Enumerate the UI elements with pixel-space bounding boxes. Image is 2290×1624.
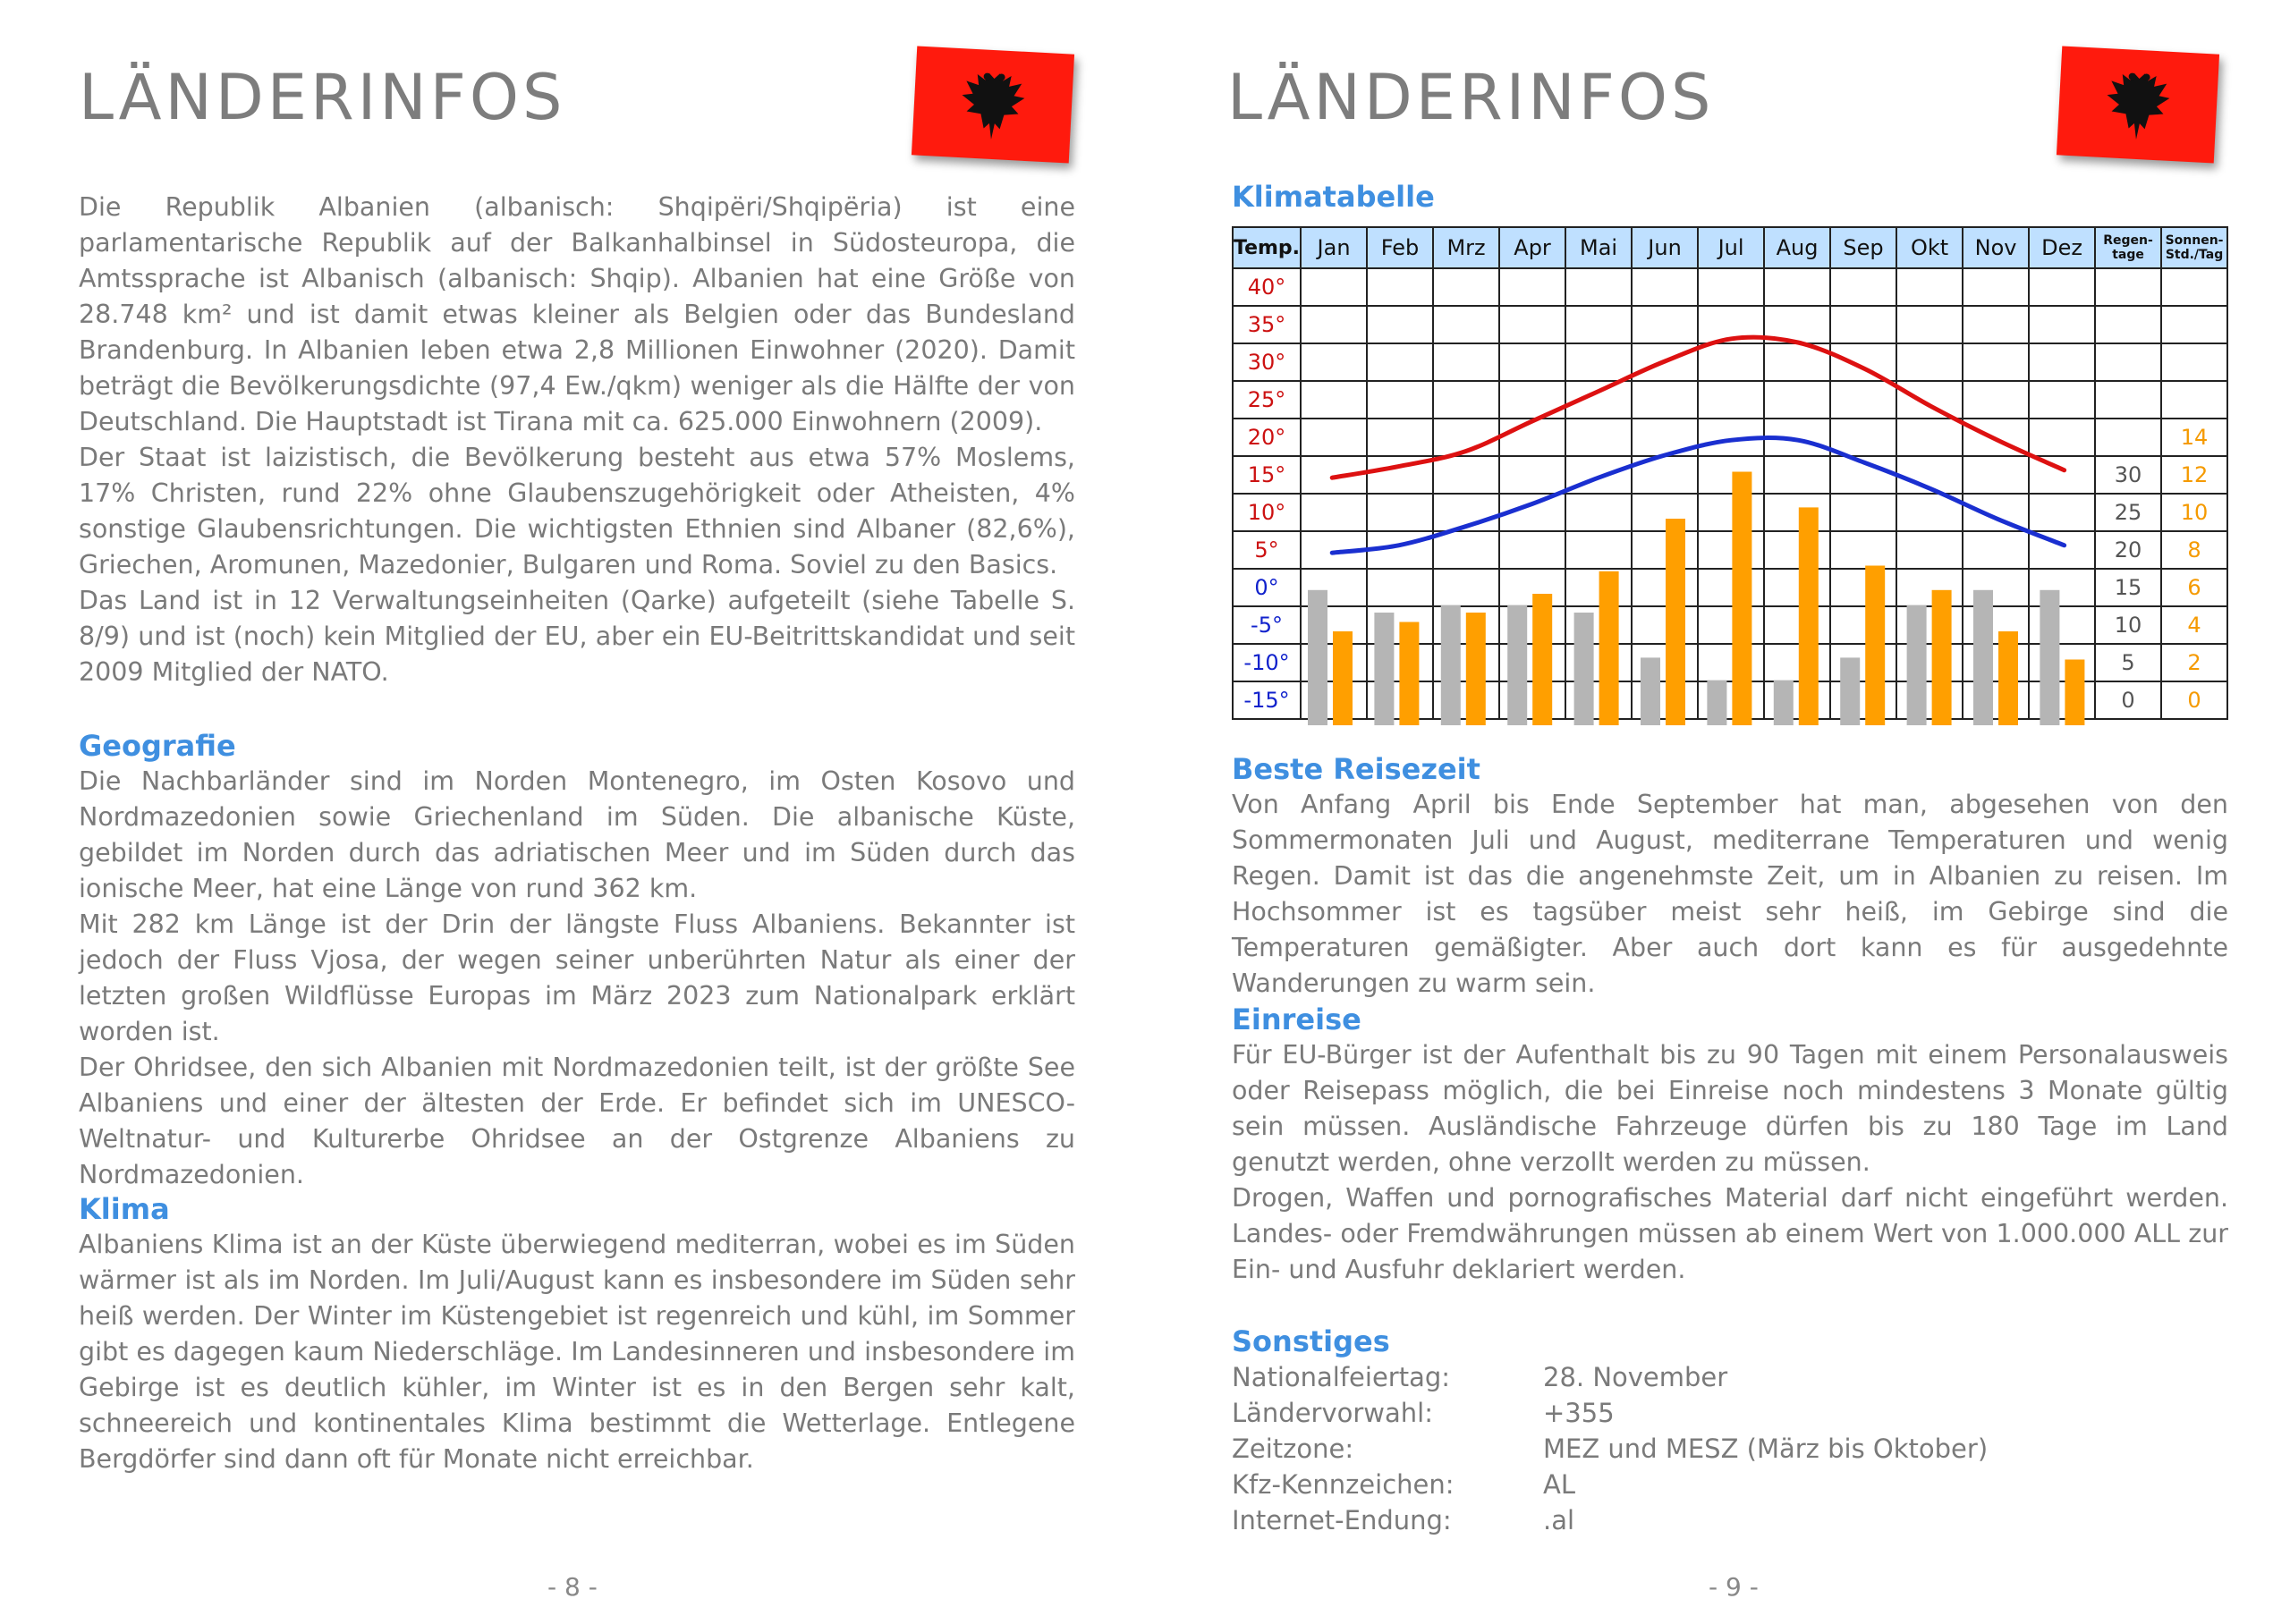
table-cell: [1698, 681, 1764, 719]
table-cell: [1499, 343, 1565, 381]
table-row: [1233, 644, 2227, 681]
table-cell: [2029, 419, 2095, 456]
table-cell: [1499, 419, 1565, 456]
table-cell: [1698, 343, 1764, 381]
table-cell: [1698, 419, 1764, 456]
table-cell: [1963, 306, 2029, 343]
table-cell: [1764, 381, 1830, 419]
temp-label: 20°: [1233, 419, 1301, 456]
info-label-nationalfeiertag: Nationalfeiertag:: [1232, 1362, 1451, 1392]
table-cell: [1896, 606, 1963, 644]
rain-days-label: 25: [2095, 494, 2161, 531]
table-row: [1233, 419, 2227, 456]
double-headed-eagle-icon: [2101, 64, 2175, 145]
table-cell: [1632, 606, 1698, 644]
table-cell: [1896, 268, 1963, 306]
info-value-internet: .al: [1543, 1505, 1575, 1535]
table-row: [1233, 681, 2227, 719]
temp-label: 5°: [1233, 531, 1301, 569]
month-header: Jun: [1632, 227, 1698, 268]
table-cell: [1963, 569, 2029, 606]
month-header: Mai: [1565, 227, 1632, 268]
table-cell: [1830, 569, 1896, 606]
table-cell: [1764, 531, 1830, 569]
table-cell: [1830, 268, 1896, 306]
table-cell: [1499, 268, 1565, 306]
table-cell: [1499, 494, 1565, 531]
table-cell: [1764, 494, 1830, 531]
info-label-kfz: Kfz-Kennzeichen:: [1232, 1469, 1455, 1500]
table-cell: [1698, 644, 1764, 681]
table-cell: [1963, 494, 2029, 531]
table-cell: [1896, 681, 1963, 719]
table-cell: [1499, 569, 1565, 606]
table-cell: [1565, 306, 1632, 343]
double-headed-eagle-icon: [956, 64, 1030, 145]
table-cell: [1698, 531, 1764, 569]
rain-days-label: 20: [2095, 531, 2161, 569]
table-cell: [1499, 681, 1565, 719]
table-cell: [1830, 419, 1896, 456]
table-cell: [2029, 268, 2095, 306]
sun-hours-label: 10: [2161, 494, 2227, 531]
table-cell: [1632, 306, 1698, 343]
table-cell: [2029, 343, 2095, 381]
table-cell: [1433, 381, 1499, 419]
table-cell: [1499, 456, 1565, 494]
temp-label: 35°: [1233, 306, 1301, 343]
beste-reisezeit-text: Von Anfang April bis Ende September hat man, abgesehen von den Sommermonaten Juli und August, mediterrane Temperaturen und wenig Regen. Damit ist das die angenehmste Zeit, um in Albanien zu reisen. Im Hochsommer ist es tagsüber meist sehr heiß, im Gebirge sind die Temperaturen gemäßigter. Aber auch dort kann es für ausgedehnte Wanderungen zu warm sein.: [1232, 790, 2228, 998]
table-cell: [1632, 381, 1698, 419]
table-cell: [1433, 606, 1499, 644]
month-header: Jul: [1698, 227, 1764, 268]
sonstiges-heading: Sonstiges: [1232, 1324, 1390, 1358]
climate-table-body: [1233, 268, 2227, 719]
table-cell: [2029, 531, 2095, 569]
sun-hours-label: [2161, 268, 2227, 306]
climate-table-header: [1233, 227, 2227, 268]
sun-hours-label: 6: [2161, 569, 2227, 606]
table-cell: [1963, 343, 2029, 381]
table-row: [1233, 531, 2227, 569]
header-text-line: tage: [2112, 248, 2144, 262]
table-cell: [1830, 644, 1896, 681]
rain-days-label: [2095, 343, 2161, 381]
table-row: [1233, 343, 2227, 381]
table-cell: [1764, 343, 1830, 381]
sun-hours-label: [2161, 381, 2227, 419]
table-cell: [1896, 381, 1963, 419]
table-cell: [2029, 606, 2095, 644]
table-cell: [1565, 681, 1632, 719]
table-cell: [1632, 456, 1698, 494]
table-cell: [1301, 381, 1367, 419]
table-cell: [1367, 456, 1433, 494]
einreise-text: Für EU-Bürger ist der Aufenthalt bis zu 90 Tagen mit einem Personalausweis oder Reisepass möglich, die bei Einreise noch mindestens 3 Monate gültig sein müssen. Ausländische Fahrzeuge dürfen bis zu 180 Tage im Land genutzt werden, ohne verzollt werden zu müssen. Drogen, Waffen und pornografisches Material darf nicht eingeführt werden. Landes- oder Fremdwährungen müssen ab einem Wert von 1.000.000 ALL zur Ein- und Ausfuhr deklariert werden.: [1232, 1040, 2228, 1284]
info-label-internet: Internet-Endung:: [1232, 1505, 1452, 1535]
table-cell: [1433, 268, 1499, 306]
klima-text: Albaniens Klima ist an der Küste überwiegend mediterran, wobei es im Süden wärmer ist als im Norden. Im Juli/August kann es insbesondere im Süden sehr heiß werden. Der Winter im Küstengebiet ist regenreich und kühl, im Sommer gibt es dagegen kaum Niederschläge. Im Landesinneren und insbesondere im Gebirge ist es deutlich kühler, im Winter ist es in den Bergen sehr kalt, schneereich und kontinentales Klima bestimmt die Wetterlage. Entlegene Bergdörfer sind dann oft für Monate nicht erreichbar.: [79, 1230, 1075, 1474]
table-cell: [1764, 569, 1830, 606]
table-cell: [1698, 569, 1764, 606]
table-cell: [1698, 381, 1764, 419]
table-cell: [1433, 531, 1499, 569]
sun-hours-label: 14: [2161, 419, 2227, 456]
table-row: [1233, 306, 2227, 343]
table-row: [1233, 606, 2227, 644]
rain-days-label: [2095, 268, 2161, 306]
table-cell: [1698, 456, 1764, 494]
table-row: [1233, 268, 2227, 306]
table-cell: [1565, 381, 1632, 419]
table-cell: [1632, 681, 1698, 719]
rain-days-label: 0: [2095, 681, 2161, 719]
table-cell: [1896, 419, 1963, 456]
page-number: - 8 -: [547, 1572, 598, 1602]
rain-days-label: [2095, 419, 2161, 456]
table-cell: [1301, 531, 1367, 569]
table-cell: [2029, 306, 2095, 343]
table-cell: [2029, 569, 2095, 606]
table-cell: [1830, 606, 1896, 644]
table-cell: [1963, 268, 2029, 306]
table-cell: [1433, 569, 1499, 606]
table-row: [1233, 456, 2227, 494]
table-cell: [1632, 419, 1698, 456]
table-cell: [1367, 531, 1433, 569]
info-label-zeitzone: Zeitzone:: [1232, 1434, 1354, 1464]
table-cell: [1367, 569, 1433, 606]
sun-hours-header: [2161, 227, 2227, 268]
table-cell: [1963, 419, 2029, 456]
table-cell: [1301, 606, 1367, 644]
month-header: Dez: [2029, 227, 2095, 268]
header-text-line: Sonnen-: [2165, 233, 2224, 248]
month-header: Aug: [1764, 227, 1830, 268]
table-cell: [1764, 419, 1830, 456]
table-cell: [1963, 681, 2029, 719]
temp-label: -15°: [1233, 681, 1301, 719]
table-cell: [1963, 606, 2029, 644]
rain-days-label: 15: [2095, 569, 2161, 606]
table-cell: [1830, 381, 1896, 419]
table-cell: [1632, 268, 1698, 306]
rain-days-header: [2095, 227, 2161, 268]
einreise-heading: Einreise: [1232, 1002, 1361, 1036]
table-cell: [1367, 606, 1433, 644]
temp-label: 30°: [1233, 343, 1301, 381]
table-cell: [1830, 343, 1896, 381]
table-cell: [1565, 456, 1632, 494]
table-cell: [1963, 644, 2029, 681]
climate-table: [1232, 226, 2228, 720]
table-cell: [1764, 306, 1830, 343]
table-cell: [1301, 343, 1367, 381]
table-cell: [1301, 569, 1367, 606]
table-cell: [1433, 343, 1499, 381]
table-cell: [1698, 268, 1764, 306]
table-cell: [1433, 419, 1499, 456]
month-header: Nov: [1963, 227, 2029, 268]
table-cell: [1830, 531, 1896, 569]
table-cell: [1367, 494, 1433, 531]
rain-days-label: 10: [2095, 606, 2161, 644]
sun-hours-label: 4: [2161, 606, 2227, 644]
table-cell: [1301, 644, 1367, 681]
table-cell: [1632, 494, 1698, 531]
table-cell: [1565, 644, 1632, 681]
temp-label: 40°: [1233, 268, 1301, 306]
temp-label: -10°: [1233, 644, 1301, 681]
table-cell: [1433, 681, 1499, 719]
table-cell: [1698, 606, 1764, 644]
sun-hours-label: [2161, 343, 2227, 381]
table-cell: [1301, 268, 1367, 306]
table-cell: [2029, 381, 2095, 419]
table-cell: [1896, 494, 1963, 531]
month-header: Sep: [1830, 227, 1896, 268]
table-cell: [1632, 343, 1698, 381]
table-cell: [1830, 306, 1896, 343]
temp-header: Temp.: [1233, 227, 1301, 268]
table-cell: [1301, 681, 1367, 719]
table-cell: [1499, 381, 1565, 419]
temp-label: 0°: [1233, 569, 1301, 606]
table-cell: [1367, 343, 1433, 381]
klimatabelle-heading: Klimatabelle: [1232, 180, 1435, 214]
info-label-laendervorwahl: Ländervorwahl:: [1232, 1398, 1434, 1428]
month-header: Jan: [1301, 227, 1367, 268]
table-cell: [1367, 419, 1433, 456]
table-cell: [1565, 268, 1632, 306]
geografie-heading: Geografie: [79, 729, 236, 763]
page-title: LÄNDERINFOS: [79, 61, 566, 134]
table-cell: [1367, 306, 1433, 343]
header-text-line: Regen-: [2103, 233, 2153, 248]
table-cell: [1896, 569, 1963, 606]
table-cell: [1433, 494, 1499, 531]
table-row: [1233, 381, 2227, 419]
month-header: Mrz: [1433, 227, 1499, 268]
temp-label: 15°: [1233, 456, 1301, 494]
table-row: [1233, 494, 2227, 531]
table-cell: [1301, 419, 1367, 456]
table-cell: [1499, 644, 1565, 681]
month-header: Feb: [1367, 227, 1433, 268]
table-cell: [1499, 531, 1565, 569]
temp-label: 10°: [1233, 494, 1301, 531]
beste-reisezeit-heading: Beste Reisezeit: [1232, 752, 1480, 786]
rain-days-label: [2095, 306, 2161, 343]
table-cell: [2029, 456, 2095, 494]
table-cell: [1764, 268, 1830, 306]
table-cell: [2029, 494, 2095, 531]
sun-hours-label: 0: [2161, 681, 2227, 719]
table-cell: [1896, 306, 1963, 343]
temp-label: -5°: [1233, 606, 1301, 644]
header-text-line: Std./Tag: [2165, 248, 2224, 262]
table-cell: [1896, 343, 1963, 381]
table-cell: [1963, 531, 2029, 569]
intro-text: Die Republik Albanien (albanisch: Shqipëri/Shqipëria) ist eine parlamentarische Republik auf der Balkanhalbinsel in Südosteuropa, die Amtssprache ist Albanisch (albanisch: Shqip). Albanien hat eine Größe von 28.748 km² und ist damit etwas kleiner als Belgien oder das Bundesland Brandenburg. In Albanien leben etwa 2,8 Millionen Einwohner (2020). Damit beträgt die Bevölkerungsdichte (97,4 Ew./qkm) weniger als die Hälfte der von Deutschland. Die Hauptstadt ist Tirana mit ca. 625.000 Einwohnern (2009). Der Staat ist laizistisch, die Bevölkerung besteht aus etwa 57% Moslems, 17% Christen, rund 22% ohne Glaubenszugehörigkeit oder Atheisten, 4% sonstige Glaubensrichtungen. Die wichtigsten Ethnien sind Albaner (82,6%), Griechen, Aromunen, Mazedonier, Bulgaren und Roma. Soviel zu den Basics. Das Land ist in 12 Verwaltungseinheiten (Qarke) aufgeteilt (siehe Tabelle S. 8/9) und ist (noch) kein Mitglied der EU, aber ein EU-Beitrittskandidat und seit 2009 Mitglied der NATO.: [79, 192, 1075, 687]
table-cell: [1367, 268, 1433, 306]
table-cell: [1764, 681, 1830, 719]
table-cell: [1764, 606, 1830, 644]
info-value-zeitzone: MEZ und MESZ (März bis Oktober): [1543, 1434, 1989, 1464]
table-cell: [1565, 606, 1632, 644]
table-cell: [1565, 419, 1632, 456]
table-cell: [1499, 306, 1565, 343]
table-cell: [1698, 306, 1764, 343]
table-cell: [1565, 494, 1632, 531]
table-cell: [2029, 644, 2095, 681]
table-cell: [1433, 644, 1499, 681]
table-cell: [1830, 494, 1896, 531]
klima-heading: Klima: [79, 1192, 170, 1226]
sun-hours-label: [2161, 306, 2227, 343]
table-cell: [1433, 456, 1499, 494]
rain-days-label: 30: [2095, 456, 2161, 494]
sun-hours-label: 8: [2161, 531, 2227, 569]
table-cell: [1433, 306, 1499, 343]
table-cell: [1830, 681, 1896, 719]
table-cell: [1896, 456, 1963, 494]
table-cell: [1301, 306, 1367, 343]
table-cell: [1565, 343, 1632, 381]
table-cell: [1367, 381, 1433, 419]
table-cell: [1632, 644, 1698, 681]
table-cell: [1764, 456, 1830, 494]
table-cell: [1896, 644, 1963, 681]
table-cell: [1764, 644, 1830, 681]
table-cell: [1896, 531, 1963, 569]
page-title: LÄNDERINFOS: [1227, 61, 1715, 134]
table-cell: [1830, 456, 1896, 494]
table-cell: [1499, 606, 1565, 644]
albania-flag-image: [912, 46, 1074, 163]
table-cell: [1565, 531, 1632, 569]
table-cell: [1632, 531, 1698, 569]
table-row: [1233, 569, 2227, 606]
table-cell: [1963, 456, 2029, 494]
temp-label: 25°: [1233, 381, 1301, 419]
table-cell: [1301, 494, 1367, 531]
table-cell: [1367, 644, 1433, 681]
table-cell: [1963, 381, 2029, 419]
info-value-kfz: AL: [1543, 1469, 1575, 1500]
info-value-nationalfeiertag: 28. November: [1543, 1362, 1728, 1392]
table-cell: [1632, 569, 1698, 606]
table-cell: [2029, 681, 2095, 719]
table-cell: [1301, 456, 1367, 494]
month-header: Apr: [1499, 227, 1565, 268]
geografie-text: Die Nachbarländer sind im Norden Montenegro, im Osten Kosovo und Nordmazedonien sowie Griechenland im Süden. Die albanische Küste, gebildet im Norden durch das adriatischen Meer und im Süden durch das ionische Meer, hat eine Länge von rund 362 km. Mit 282 km Länge ist der Drin der längste Fluss Albaniens. Bekannter ist jedoch der Fluss Vjosa, der wegen seiner unberührten Natur als einer der letzten großen Wildflüsse Europas im März 2023 zum Nationalpark erklärt worden ist. Der Ohridsee, den sich Albanien mit Nordmazedonien teilt, ist der größte See Albaniens und einer der ältesten der Erde. Er befindet sich im UNESCO-Weltnatur- und Kulturerbe Ohridsee an der Ostgrenze Albaniens zu Nordmazedonien.: [79, 766, 1075, 1189]
month-header: Okt: [1896, 227, 1963, 268]
sun-hours-label: 2: [2161, 644, 2227, 681]
table-cell: [1565, 569, 1632, 606]
rain-days-label: [2095, 381, 2161, 419]
table-cell: [1367, 681, 1433, 719]
info-value-laendervorwahl: +355: [1543, 1398, 1615, 1428]
albania-flag-image: [2057, 46, 2219, 163]
page-number: - 9 -: [1709, 1572, 1759, 1602]
sun-hours-label: 12: [2161, 456, 2227, 494]
rain-days-label: 5: [2095, 644, 2161, 681]
table-cell: [1698, 494, 1764, 531]
